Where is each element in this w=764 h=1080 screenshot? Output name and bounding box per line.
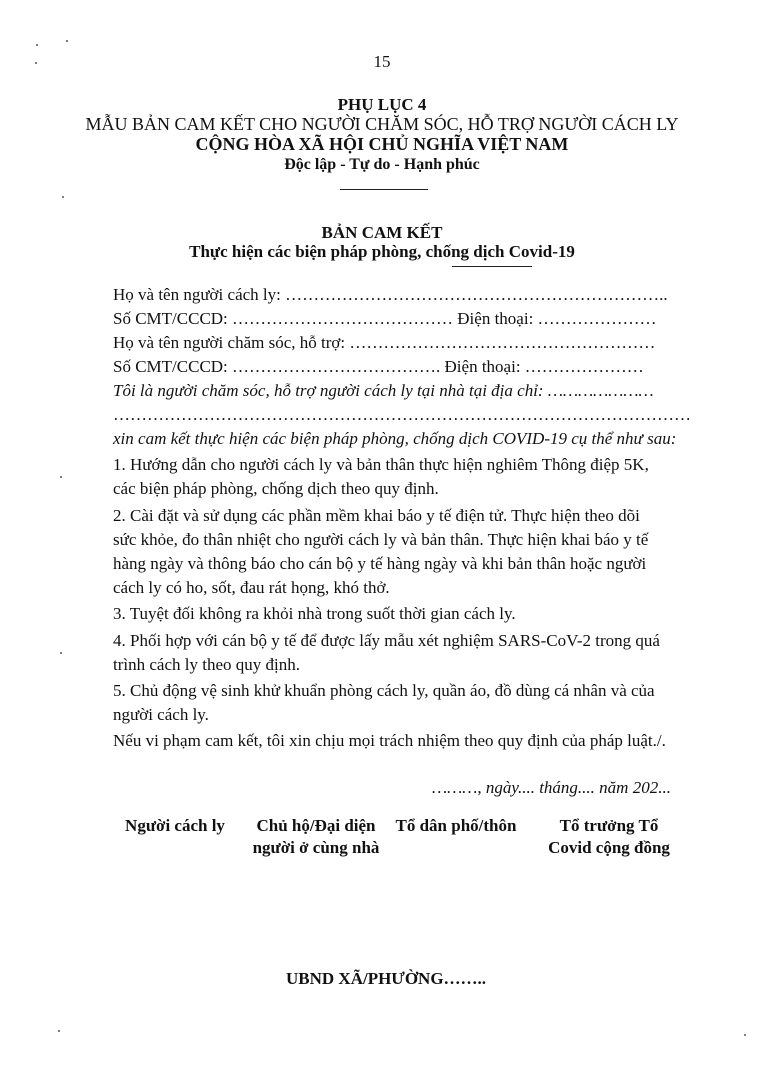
item-2-line-1: 2. Cài đặt và sử dụng các phần mềm khai báo y tế điện tử. Thực hiện theo dõi bbox=[113, 506, 640, 525]
subtitle-underline bbox=[452, 266, 532, 267]
scan-speck bbox=[60, 476, 62, 478]
item-2-line-3: hàng ngày và thông báo cho cán bộ y tế hàng ngày và khi bản thân hoặc người bbox=[113, 554, 647, 573]
motto: Độc lập - Tự do - Hạnh phúc bbox=[284, 156, 480, 173]
item-4-line-1: 4. Phối hợp với cán bộ y tế để được lấy mẫu xét nghiệm SARS-CoV-2 trong quá bbox=[113, 631, 660, 650]
item-1-line-2: các biện pháp phòng, chống dịch theo quy định. bbox=[113, 479, 439, 498]
page-number: 15 bbox=[373, 52, 391, 71]
item-1-line-1: 1. Hướng dẫn cho người cách ly và bản thân thực hiện nghiêm Thông điệp 5K, bbox=[113, 455, 649, 474]
signature-isolated-person: Người cách ly bbox=[125, 816, 225, 835]
isolated-person-name-field: Họ và tên người cách ly: ………………………………………………………….. bbox=[113, 285, 668, 304]
motto-underline bbox=[340, 189, 428, 190]
address-continuation: ………………………………………………………………………………………… bbox=[113, 405, 691, 424]
closing-statement: Nếu vi phạm cam kết, tôi xin chịu mọi trách nhiệm theo quy định của pháp luật./. bbox=[113, 731, 666, 750]
item-2-line-2: sức khỏe, đo thân nhiệt cho người cách ly và bản thân. Thực hiện khai báo y tế bbox=[113, 530, 649, 549]
scan-speck bbox=[36, 44, 38, 46]
document-subtitle: Thực hiện các biện pháp phòng, chống dịch Covid-19 bbox=[189, 242, 575, 261]
authority-title: UBND XÃ/PHƯỜNG…….. bbox=[286, 969, 487, 988]
signature-covid-team-leader: Tổ trưởng Tổ Covid cộng đồng bbox=[548, 816, 670, 857]
commitment-intro: xin cam kết thực hiện các biện pháp phòng, chống dịch COVID-19 cụ thể như sau: bbox=[113, 429, 677, 448]
address-field: Tôi là người chăm sóc, hỗ trợ người cách ly tại nhà tại địa chỉ: ………………… bbox=[113, 381, 654, 400]
document-title: BẢN CAM KẾT bbox=[321, 223, 443, 242]
date-line: ………, ngày.... tháng.... năm 202... bbox=[432, 778, 671, 797]
caregiver-id-field: Số CMT/CCCD: ………………………………. Điện thoại: ………………… bbox=[113, 357, 644, 376]
scan-speck bbox=[60, 652, 62, 654]
signature-household-head: Chủ hộ/Đại diện người ở cùng nhà bbox=[252, 816, 380, 857]
caregiver-name-field: Họ và tên người chăm sóc, hỗ trợ: ……………………………………………… bbox=[113, 333, 656, 352]
scan-speck bbox=[62, 196, 64, 198]
scan-speck bbox=[66, 40, 68, 42]
appendix-title: PHỤ LỤC 4 bbox=[337, 95, 427, 114]
scan-speck bbox=[58, 1030, 60, 1032]
item-5-line-1: 5. Chủ động vệ sinh khử khuẩn phòng cách ly, quần áo, đồ dùng cá nhân và của bbox=[113, 681, 655, 700]
form-title: MẪU BẢN CAM KẾT CHO NGƯỜI CHĂM SÓC, HỖ TRỢ NGƯỜI CÁCH LY bbox=[85, 114, 679, 134]
signature-residential-group: Tổ dân phố/thôn bbox=[395, 816, 517, 835]
item-2-line-4: cách ly có ho, sốt, đau rát họng, khó thở. bbox=[113, 578, 390, 597]
item-3-line-1: 3. Tuyệt đối không ra khỏi nhà trong suốt thời gian cách ly. bbox=[113, 604, 516, 623]
item-5-line-2: người cách ly. bbox=[113, 705, 209, 724]
isolated-person-id-field: Số CMT/CCCD: ………………………………… Điện thoại: ………………… bbox=[113, 309, 657, 328]
country-name: CỘNG HÒA XÃ HỘI CHỦ NGHĨA VIỆT NAM bbox=[195, 134, 569, 154]
scan-speck bbox=[744, 1034, 746, 1036]
item-4-line-2: trình cách ly theo quy định. bbox=[113, 655, 300, 674]
